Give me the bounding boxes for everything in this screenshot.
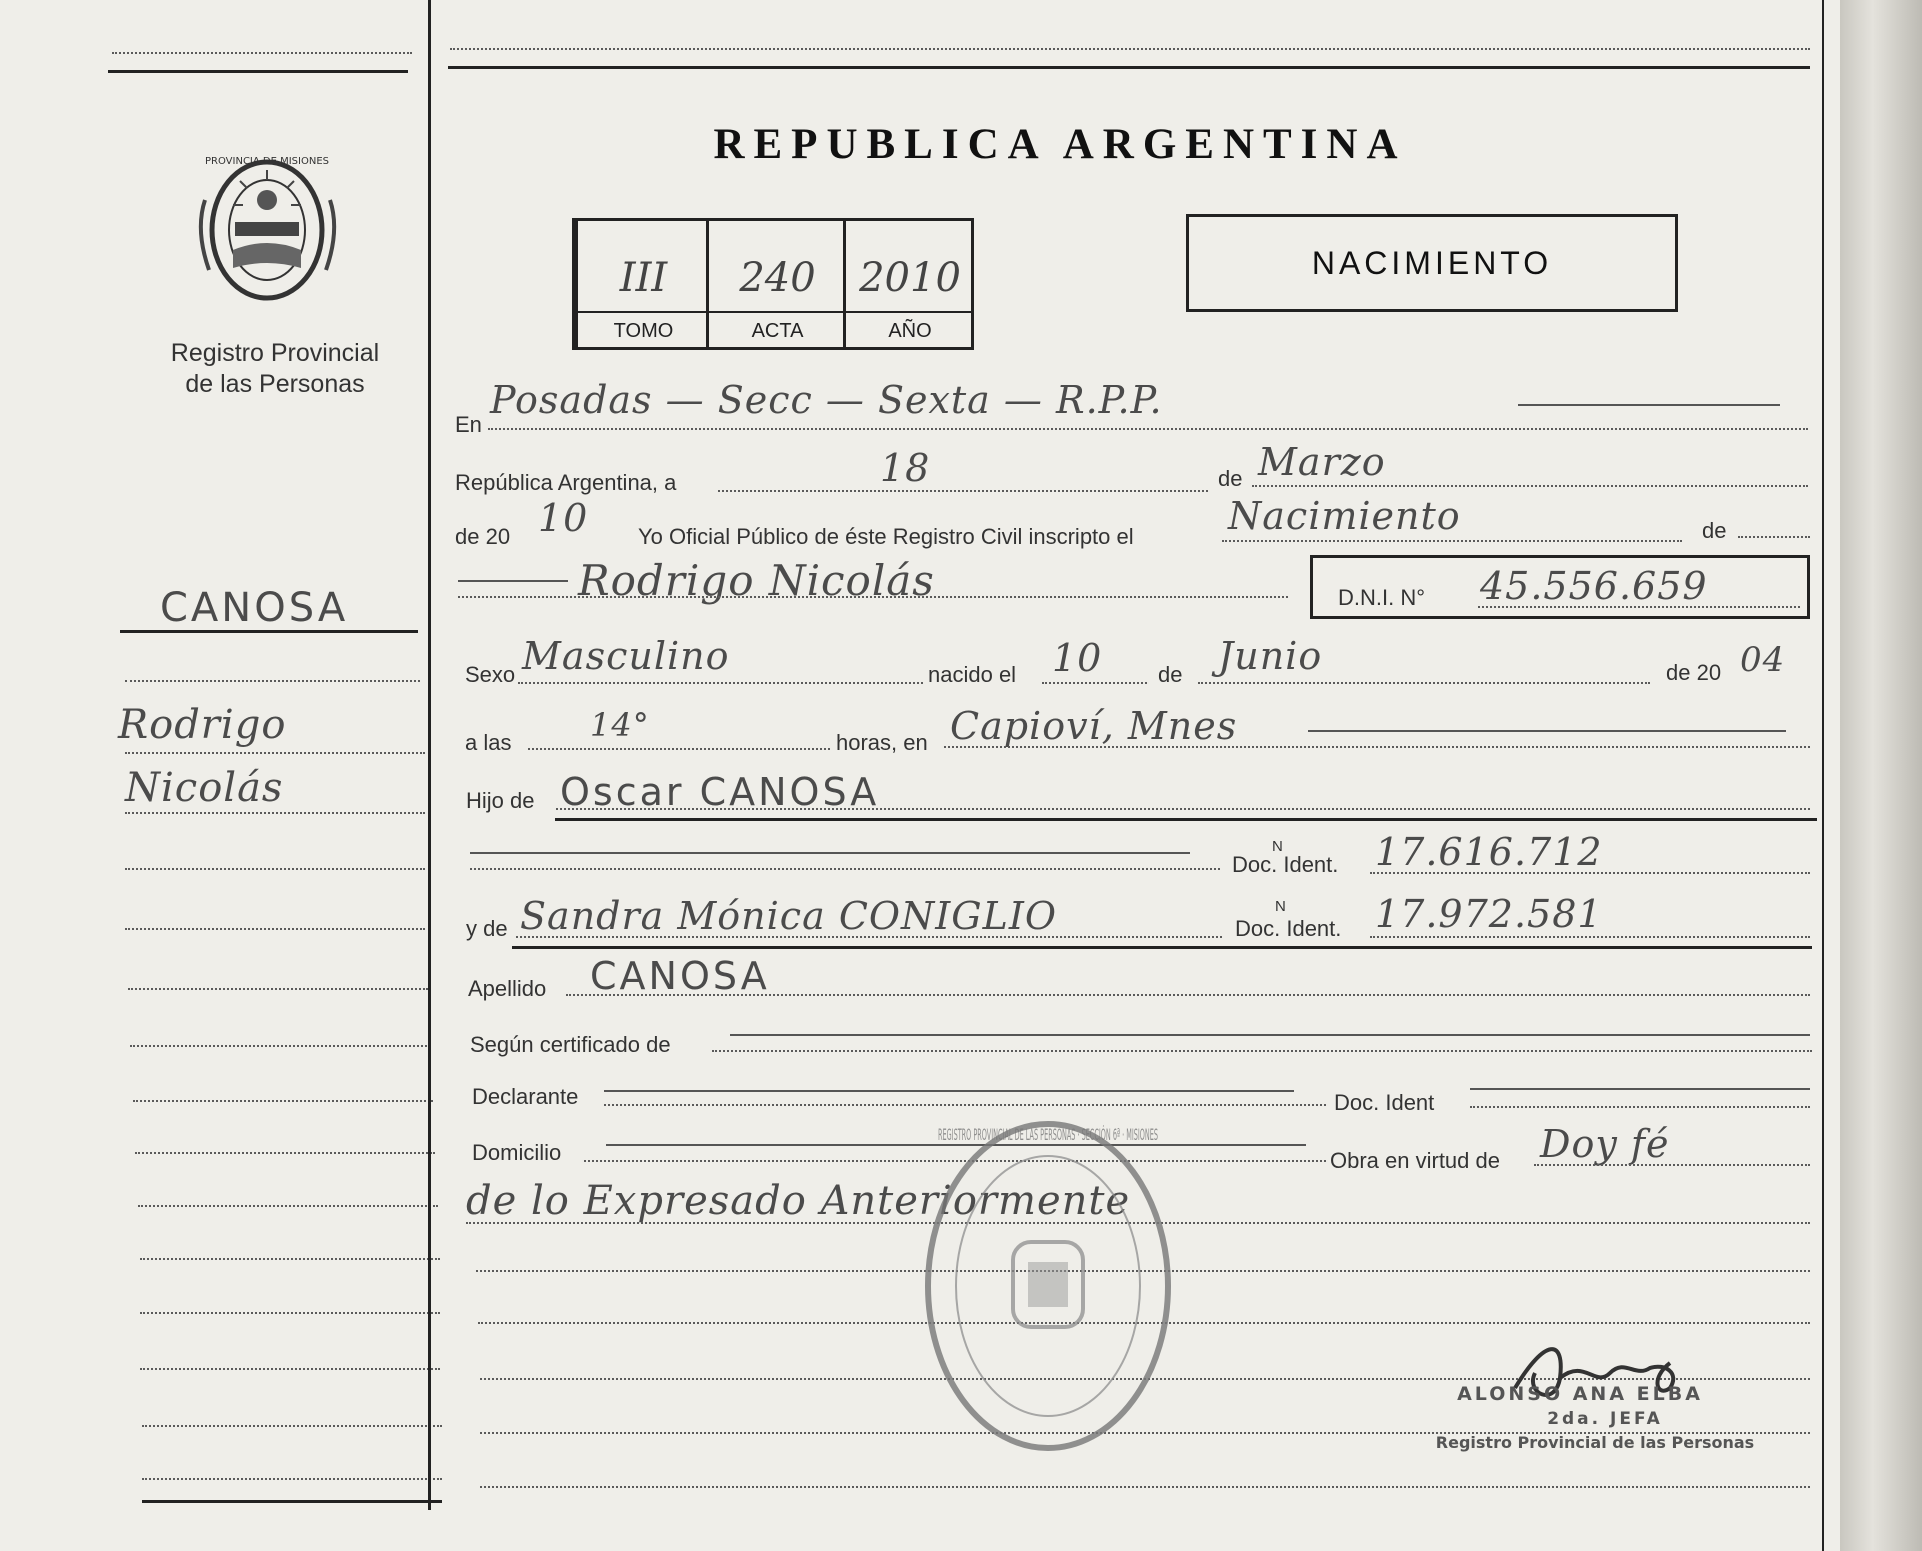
declarante-doc-line [1470, 1106, 1810, 1108]
year-value: 10 [538, 496, 589, 540]
margin-line [125, 812, 425, 814]
closing-value: de lo Expresado Anteriormente [466, 1178, 1131, 1224]
declarante-doc-rule [1470, 1088, 1810, 1090]
oficial-label: Yo Oficial Público de éste Registro Civil inscripto el [638, 524, 1134, 549]
margin-line [125, 680, 420, 682]
mother-doc-line [1370, 936, 1810, 938]
signature-block [1395, 1318, 1755, 1458]
place-value: Posadas — Secc — Sexta — R.P.P. [490, 378, 1163, 422]
horas-label: horas, en [836, 730, 928, 755]
mother-line [516, 936, 1222, 938]
sexo-value: Masculino [522, 634, 730, 678]
obra-value: Doy fé [1540, 1122, 1670, 1166]
father-doc-label: Doc. Ident. [1232, 852, 1339, 877]
father-value: Oscar CANOSA [560, 770, 880, 814]
act-type-box: NACIMIENTO [1186, 214, 1678, 312]
margin-line [128, 988, 428, 990]
de20-label: de 20 [455, 524, 511, 549]
declarante-line [604, 1104, 1326, 1106]
signature-role-stamp: 2da. JEFA [1547, 1409, 1663, 1429]
top-rule [448, 66, 1810, 69]
blank-line [480, 1486, 1810, 1488]
margin-line [138, 1205, 438, 1207]
apellido-label: Apellido [468, 976, 547, 1001]
en-label: En [455, 412, 482, 437]
margin-line [140, 1258, 440, 1260]
obra-line [1534, 1164, 1810, 1166]
de-label: de [1218, 466, 1243, 491]
sexo-label: Sexo [465, 662, 516, 687]
child-name-value: Rodrigo Nicolás [578, 556, 935, 605]
birth-place-value: Capioví, Mnes [950, 704, 1238, 748]
acta-value: 240 [739, 255, 816, 301]
signature-name-stamp: ALONSO ANA ELBA [1457, 1383, 1703, 1405]
alas-label: a las [465, 730, 512, 755]
month-line [1252, 485, 1808, 487]
tomo-label: TOMO [613, 320, 674, 342]
doc-sup: N [1275, 898, 1286, 915]
acta-registry-box [572, 218, 974, 350]
mother-doc-label: Doc. Ident. [1235, 916, 1342, 941]
page-right-border [1822, 0, 1824, 1551]
place-rule [1518, 404, 1780, 406]
top-line [450, 48, 1810, 50]
obra-label: Obra en virtud de [1330, 1148, 1500, 1173]
emblem-text: PROVINCIA DE MISIONES [205, 156, 329, 167]
hijo-label: Hijo de [466, 788, 535, 813]
margin-line [112, 52, 412, 54]
margin-line [140, 1312, 440, 1314]
signature-office-stamp: Registro Provincial de las Personas [1435, 1433, 1755, 1452]
mother-rule [512, 946, 1812, 949]
margin-line [142, 1425, 442, 1427]
birth-place-line [944, 746, 1810, 748]
birth-month-value: Junio [1218, 634, 1323, 678]
misiones-emblem-icon [195, 150, 340, 310]
anio-label: AÑO [888, 320, 932, 342]
margin-given-name-2: Nicolás [125, 765, 284, 811]
anio-value: 2010 [859, 255, 961, 301]
birth-year-label: de 20 [1666, 660, 1722, 685]
dni-label: D.N.I. N° [1338, 585, 1426, 610]
birth-de-label: de [1158, 662, 1183, 687]
domicilio-label: Domicilio [472, 1140, 562, 1165]
birth-day-line [1042, 682, 1147, 684]
registered-tail-line [1738, 536, 1810, 538]
margin-line [130, 1045, 430, 1047]
place-line [488, 428, 1808, 430]
anio-cell [843, 221, 974, 347]
declarante-doc-label: Doc. Ident [1334, 1090, 1435, 1115]
yde-label: y de [466, 916, 508, 941]
birth-day-value: 10 [1052, 636, 1103, 680]
segun-label: Según certificado de [470, 1032, 671, 1057]
day-value: 18 [880, 446, 931, 490]
hour-value: 14° [590, 706, 650, 744]
tomo-cell [575, 221, 709, 347]
mother-doc-value: 17.972.581 [1375, 892, 1603, 936]
margin-line [125, 928, 425, 930]
sexo-line [518, 682, 923, 684]
margin-line [125, 752, 425, 754]
father-doc-line [1370, 872, 1810, 874]
registered-value: Nacimiento [1228, 494, 1461, 538]
margin-bottom-rule [142, 1500, 442, 1503]
margin-surname: CANOSA [160, 585, 349, 631]
father-extra-rule [470, 852, 1190, 854]
apellido-line [566, 994, 1810, 996]
father-extra-line [470, 868, 1220, 870]
margin-line [142, 1478, 442, 1480]
birth-year-value: 04 [1740, 640, 1786, 680]
father-doc-value: 17.616.712 [1375, 830, 1603, 874]
birth-month-line [1198, 682, 1650, 684]
acta-cell [706, 221, 846, 347]
declarante-rule [604, 1090, 1294, 1092]
dni-line [1478, 606, 1800, 608]
de-label-2: de [1702, 518, 1727, 543]
margin-line [133, 1100, 433, 1102]
day-line [718, 490, 1208, 492]
margin-surname-rule [120, 630, 418, 633]
hour-line [528, 748, 830, 750]
segun-rule [730, 1034, 1810, 1036]
margin-line [135, 1152, 435, 1154]
republica-label: República Argentina, a [455, 470, 677, 495]
registered-line [1222, 540, 1682, 542]
page-title: REPUBLICA ARGENTINA [713, 121, 1407, 168]
margin-given-name-1: Rodrigo [118, 702, 287, 748]
registry-label: Registro Provincial de las Personas [170, 339, 380, 398]
column-divider [428, 0, 431, 1510]
margin-line [125, 868, 425, 870]
official-seal-icon [918, 1112, 1178, 1460]
page-edge-shadow [1840, 0, 1922, 1551]
apellido-value: CANOSA [590, 954, 770, 998]
segun-line [712, 1050, 1812, 1052]
seal-text: REGISTRO PROVINCIAL DE LAS PERSONAS · SECCIÓN 6ª · MISIONES [938, 1125, 1158, 1144]
mother-value: Sandra Mónica CONIGLIO [520, 894, 1058, 938]
child-name-dash [458, 580, 568, 582]
child-name-line [458, 596, 1288, 598]
margin-rule [108, 70, 408, 73]
acta-label: ACTA [751, 320, 804, 342]
father-line [556, 808, 1810, 810]
tomo-value: III [619, 255, 668, 301]
signature-handwriting: Alonso [1578, 1380, 1582, 1381]
doc-sup: N [1272, 838, 1283, 855]
dni-value: 45.556.659 [1480, 564, 1708, 608]
birth-place-rule [1308, 730, 1786, 732]
month-value: Marzo [1258, 440, 1386, 484]
margin-line [140, 1368, 440, 1370]
father-rule [555, 818, 1817, 821]
declarante-label: Declarante [472, 1084, 579, 1109]
nacido-label: nacido el [928, 662, 1017, 687]
